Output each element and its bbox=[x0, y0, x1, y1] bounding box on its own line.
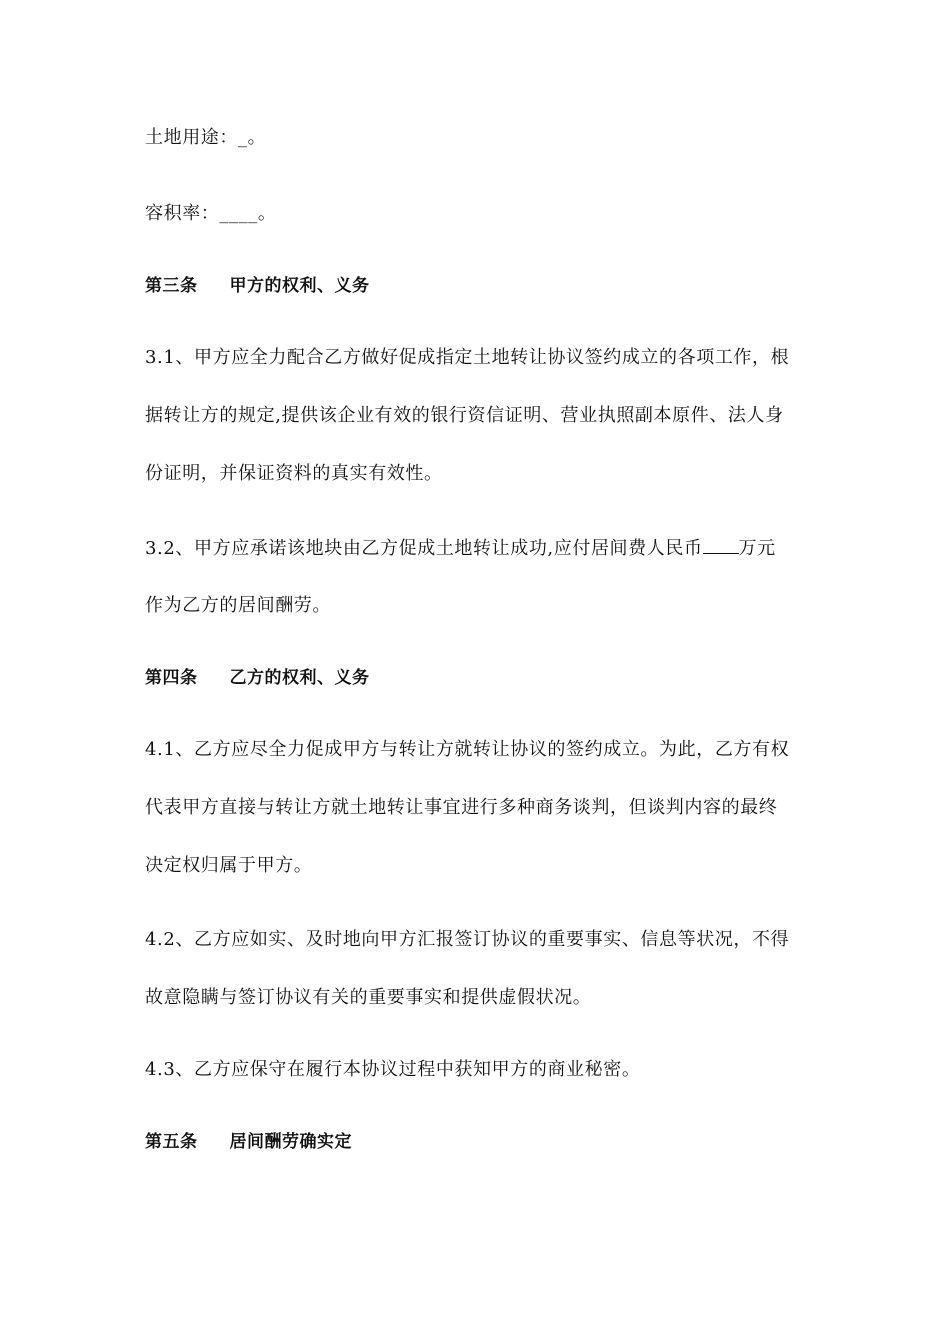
clause-4-1-line-1: 4.1、乙方应尽全力促成甲方与转让方就转让协议的签约成立。为此，乙方有权 bbox=[145, 739, 790, 760]
clause-3-1-line-1: 3.1、甲方应全力配合乙方做好促成指定土地转让协议签约成立的各项工作，根 bbox=[145, 347, 790, 368]
article-5-number: 第五条 bbox=[145, 1132, 198, 1152]
clause-3-2-text-after: 万元 bbox=[738, 538, 776, 559]
land-use-field bbox=[145, 127, 266, 149]
clause-3-1-line-2: 据转让方的规定,提供该企业有效的银行资信证明、营业执照副本原件、法人身 bbox=[145, 405, 784, 426]
land-use-blank: _ bbox=[238, 127, 248, 148]
clause-4-1-line-2: 代表甲方直接与转让方就土地转让事宜进行多种商务谈判，但谈判内容的最终 bbox=[145, 797, 778, 818]
clause-3-2-line-1 bbox=[145, 537, 776, 560]
article-3-title: 甲方的权利、义务 bbox=[229, 276, 370, 296]
clause-3-2-line-2: 作为乙方的居间酬劳。 bbox=[145, 595, 331, 616]
fee-amount-blank bbox=[703, 537, 739, 554]
plot-ratio-blank: ____ bbox=[219, 203, 258, 224]
article-4-number: 第四条 bbox=[145, 668, 198, 688]
clause-3-2-text-before: 3.2、甲方应承诺该地块由乙方促成土地转让成功,应付居间费人民币 bbox=[145, 538, 703, 559]
land-use-label: 土地用途： bbox=[145, 127, 238, 148]
article-4-heading bbox=[145, 667, 370, 689]
article-3-heading bbox=[145, 275, 370, 297]
clause-4-2-line-1: 4.2、乙方应如实、及时地向甲方汇报签订协议的重要事实、信息等状况，不得 bbox=[145, 929, 790, 950]
land-use-end: 。 bbox=[247, 127, 267, 148]
clause-4-2-line-2: 故意隐瞒与签订协议有关的重要事实和提供虚假状况。 bbox=[145, 987, 592, 1008]
plot-ratio-field bbox=[145, 203, 276, 225]
article-5-heading bbox=[145, 1131, 352, 1153]
plot-ratio-end: 。 bbox=[257, 203, 277, 224]
clause-3-1-line-3: 份证明，并保证资料的真实有效性。 bbox=[145, 463, 443, 484]
clause-4-1-line-3: 决定权归属于甲方。 bbox=[145, 855, 313, 876]
clause-4-3-line-1: 4.3、乙方应保守在履行本协议过程中获知甲方的商业秘密。 bbox=[145, 1059, 641, 1080]
plot-ratio-label: 容积率： bbox=[145, 203, 220, 224]
article-3-number: 第三条 bbox=[145, 276, 198, 296]
article-4-title: 乙方的权利、义务 bbox=[229, 668, 370, 688]
article-5-title: 居间酬劳确实定 bbox=[229, 1132, 352, 1152]
